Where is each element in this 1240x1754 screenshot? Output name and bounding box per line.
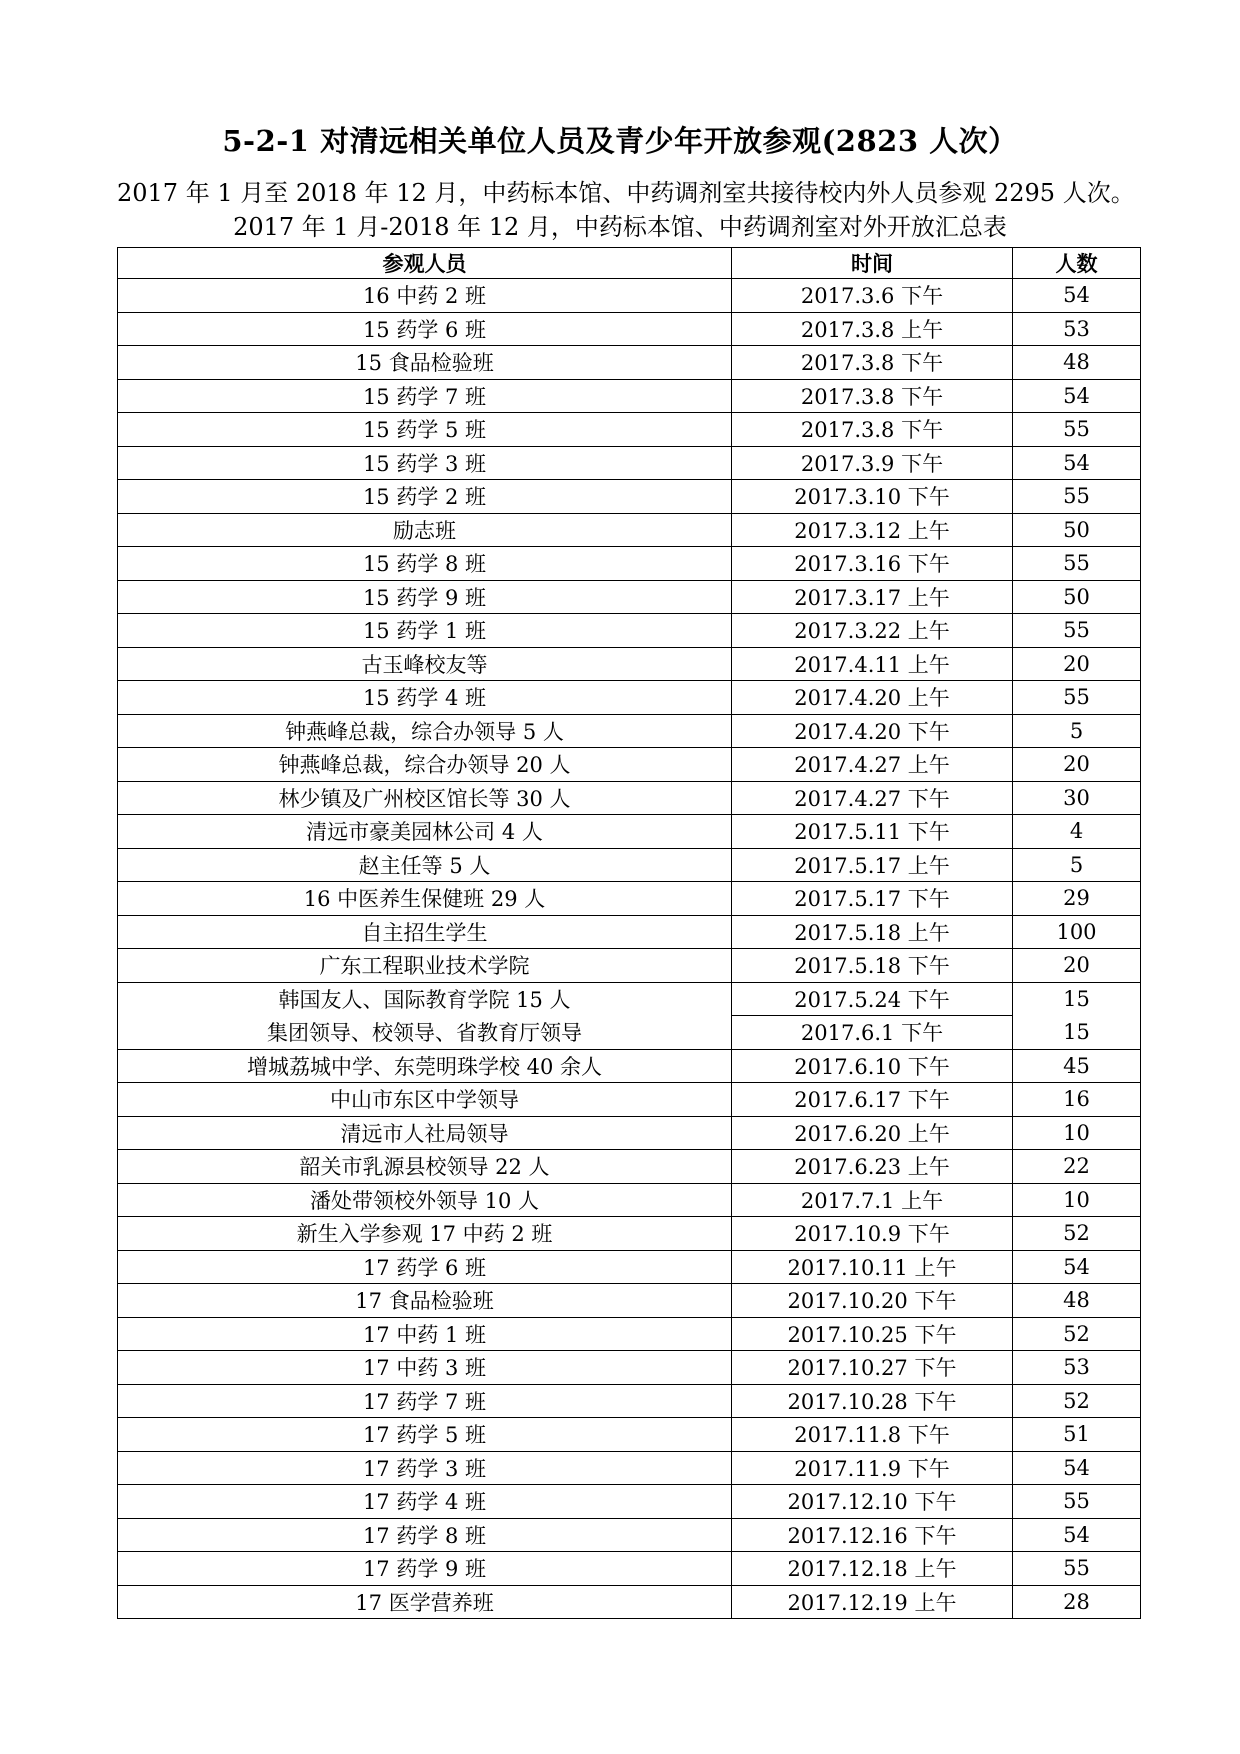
table-row <box>118 1250 1141 1284</box>
visitors-table <box>117 247 1141 1619</box>
count-cell: 52 <box>1013 1384 1141 1418</box>
table-row <box>118 781 1141 815</box>
table-row <box>118 714 1141 748</box>
column-header-1: 时间 <box>732 248 1013 279</box>
count-cell: 48 <box>1013 346 1141 380</box>
table-row <box>118 949 1141 983</box>
count-cell: 54 <box>1013 279 1141 313</box>
count-cell: 53 <box>1013 312 1141 346</box>
count-cell: 10 <box>1013 1116 1141 1150</box>
time-cell: 2017.6.20 上午 <box>732 1116 1013 1150</box>
time-cell: 2017.3.16 下午 <box>732 547 1013 581</box>
time-cell: 2017.4.27 上午 <box>732 748 1013 782</box>
visitor-cell: 17 食品检验班 <box>118 1284 732 1318</box>
time-cell: 2017.10.9 下午 <box>732 1217 1013 1251</box>
visitor-cell: 钟燕峰总裁，综合办领导 5 人 <box>118 714 732 748</box>
table-row <box>118 580 1141 614</box>
time-cell: 2017.11.9 下午 <box>732 1451 1013 1485</box>
visitor-cell: 集团领导、校领导、省教育厅领导 <box>118 1016 732 1050</box>
table-row <box>118 681 1141 715</box>
visitor-cell: 新生入学参观 17 中药 2 班 <box>118 1217 732 1251</box>
count-cell: 4 <box>1013 815 1141 849</box>
count-cell: 55 <box>1013 413 1141 447</box>
time-cell: 2017.10.25 下午 <box>732 1317 1013 1351</box>
table-row <box>118 748 1141 782</box>
table-row <box>118 1083 1141 1117</box>
table-row <box>118 915 1141 949</box>
table-body <box>118 279 1141 1619</box>
time-cell: 2017.10.28 下午 <box>732 1384 1013 1418</box>
count-cell: 28 <box>1013 1585 1141 1619</box>
time-cell: 2017.3.8 下午 <box>732 379 1013 413</box>
time-cell: 2017.3.6 下午 <box>732 279 1013 313</box>
visitor-cell: 15 药学 9 班 <box>118 580 732 614</box>
time-cell: 2017.10.11 上午 <box>732 1250 1013 1284</box>
visitor-cell: 17 药学 9 班 <box>118 1552 732 1586</box>
time-cell: 2017.3.17 上午 <box>732 580 1013 614</box>
visitor-cell: 清远市豪美园林公司 4 人 <box>118 815 732 849</box>
count-cell: 5 <box>1013 848 1141 882</box>
visitor-cell: 韩国友人、国际教育学院 15 人 <box>118 982 732 1016</box>
table-row <box>118 882 1141 916</box>
table-row <box>118 647 1141 681</box>
count-cell: 54 <box>1013 379 1141 413</box>
time-cell: 2017.5.17 下午 <box>732 882 1013 916</box>
table-row <box>118 815 1141 849</box>
table-row <box>118 982 1141 1016</box>
count-cell: 54 <box>1013 1518 1141 1552</box>
table-row <box>118 1518 1141 1552</box>
visitor-cell: 15 药学 2 班 <box>118 480 732 514</box>
visitor-cell: 韶关市乳源县校领导 22 人 <box>118 1150 732 1184</box>
time-cell: 2017.3.9 下午 <box>732 446 1013 480</box>
table-header <box>118 248 1141 279</box>
visitor-cell: 15 药学 4 班 <box>118 681 732 715</box>
count-cell: 55 <box>1013 1552 1141 1586</box>
table-header-row <box>118 248 1141 279</box>
time-cell: 2017.5.24 下午 <box>732 982 1013 1016</box>
visitor-cell: 15 药学 5 班 <box>118 413 732 447</box>
visitor-cell: 17 中药 1 班 <box>118 1317 732 1351</box>
count-cell: 20 <box>1013 748 1141 782</box>
visitor-cell: 17 药学 8 班 <box>118 1518 732 1552</box>
table-row <box>118 1217 1141 1251</box>
time-cell: 2017.5.11 下午 <box>732 815 1013 849</box>
table-row <box>118 1585 1141 1619</box>
time-cell: 2017.3.12 上午 <box>732 513 1013 547</box>
table-row <box>118 1351 1141 1385</box>
time-cell: 2017.4.20 下午 <box>732 714 1013 748</box>
count-cell: 55 <box>1013 614 1141 648</box>
table-row <box>118 614 1141 648</box>
table-row <box>118 1552 1141 1586</box>
table-row <box>118 1183 1141 1217</box>
time-cell: 2017.4.27 下午 <box>732 781 1013 815</box>
time-cell: 2017.12.19 上午 <box>732 1585 1013 1619</box>
table-caption: 2017 年 1 月-2018 年 12 月，中药标本馆、中药调剂室对外开放汇总表 <box>233 213 1007 241</box>
visitor-cell: 中山市东区中学领导 <box>118 1083 732 1117</box>
count-cell: 20 <box>1013 949 1141 983</box>
count-cell: 45 <box>1013 1049 1141 1083</box>
table-row <box>118 413 1141 447</box>
column-header-0: 参观人员 <box>118 248 732 279</box>
time-cell: 2017.5.18 上午 <box>732 915 1013 949</box>
table-row <box>118 1317 1141 1351</box>
visitor-cell: 17 中药 3 班 <box>118 1351 732 1385</box>
time-cell: 2017.3.10 下午 <box>732 480 1013 514</box>
visitor-cell: 17 药学 7 班 <box>118 1384 732 1418</box>
count-cell: 55 <box>1013 681 1141 715</box>
page-title: 5-2-1 对清远相关单位人员及青少年开放参观(2823 人次） <box>222 124 1018 158</box>
count-cell: 29 <box>1013 882 1141 916</box>
count-cell: 48 <box>1013 1284 1141 1318</box>
table-row <box>118 1418 1141 1452</box>
time-cell: 2017.10.20 下午 <box>732 1284 1013 1318</box>
time-cell: 2017.6.17 下午 <box>732 1083 1013 1117</box>
visitor-cell: 励志班 <box>118 513 732 547</box>
visitor-cell: 潘处带领校外领导 10 人 <box>118 1183 732 1217</box>
time-cell: 2017.3.22 上午 <box>732 614 1013 648</box>
table-row <box>118 1049 1141 1083</box>
time-cell: 2017.5.18 下午 <box>732 949 1013 983</box>
visitor-cell: 17 医学营养班 <box>118 1585 732 1619</box>
visitor-cell: 增城荔城中学、东莞明珠学校 40 余人 <box>118 1049 732 1083</box>
count-cell: 16 <box>1013 1083 1141 1117</box>
table-row <box>118 1451 1141 1485</box>
visitor-cell: 清远市人社局领导 <box>118 1116 732 1150</box>
time-cell: 2017.7.1 上午 <box>732 1183 1013 1217</box>
visitor-cell: 16 中医养生保健班 29 人 <box>118 882 732 916</box>
count-cell: 22 <box>1013 1150 1141 1184</box>
table-row <box>118 513 1141 547</box>
count-cell: 55 <box>1013 480 1141 514</box>
visitor-cell: 15 药学 6 班 <box>118 312 732 346</box>
count-cell: 50 <box>1013 580 1141 614</box>
count-cell: 54 <box>1013 1451 1141 1485</box>
count-cell: 30 <box>1013 781 1141 815</box>
visitor-cell: 林少镇及广州校区馆长等 30 人 <box>118 781 732 815</box>
visitor-cell: 广东工程职业技术学院 <box>118 949 732 983</box>
visitor-cell: 赵主任等 5 人 <box>118 848 732 882</box>
count-cell: 51 <box>1013 1418 1141 1452</box>
count-cell: 55 <box>1013 1485 1141 1519</box>
visitor-cell: 古玉峰校友等 <box>118 647 732 681</box>
table-row <box>118 480 1141 514</box>
table-row <box>118 1284 1141 1318</box>
time-cell: 2017.10.27 下午 <box>732 1351 1013 1385</box>
count-cell: 100 <box>1013 915 1141 949</box>
table-row <box>118 379 1141 413</box>
time-cell: 2017.3.8 下午 <box>732 413 1013 447</box>
table-row <box>118 346 1141 380</box>
visitor-cell: 15 药学 7 班 <box>118 379 732 413</box>
table-row <box>118 312 1141 346</box>
count-cell: 5 <box>1013 714 1141 748</box>
table-row <box>118 848 1141 882</box>
time-cell: 2017.6.23 上午 <box>732 1150 1013 1184</box>
count-cell: 15 <box>1013 1016 1141 1050</box>
time-cell: 2017.12.16 下午 <box>732 1518 1013 1552</box>
time-cell: 2017.12.10 下午 <box>732 1485 1013 1519</box>
time-cell: 2017.4.11 上午 <box>732 647 1013 681</box>
table-row <box>118 446 1141 480</box>
table-row <box>118 1485 1141 1519</box>
intro-paragraph: 2017 年 1 月至 2018 年 12 月，中药标本馆、中药调剂室共接待校内外人员参观 2295 人次。 <box>117 179 1135 207</box>
count-cell: 54 <box>1013 1250 1141 1284</box>
table-row <box>118 1116 1141 1150</box>
visitor-cell: 17 药学 3 班 <box>118 1451 732 1485</box>
count-cell: 53 <box>1013 1351 1141 1385</box>
visitor-cell: 17 药学 4 班 <box>118 1485 732 1519</box>
visitor-cell: 16 中药 2 班 <box>118 279 732 313</box>
count-cell: 55 <box>1013 547 1141 581</box>
table-row <box>118 279 1141 313</box>
visitor-cell: 15 药学 1 班 <box>118 614 732 648</box>
visitor-cell: 钟燕峰总裁，综合办领导 20 人 <box>118 748 732 782</box>
table-row <box>118 547 1141 581</box>
time-cell: 2017.3.8 下午 <box>732 346 1013 380</box>
time-cell: 2017.11.8 下午 <box>732 1418 1013 1452</box>
time-cell: 2017.6.1 下午 <box>732 1016 1013 1050</box>
time-cell: 2017.12.18 上午 <box>732 1552 1013 1586</box>
visitor-cell: 15 药学 8 班 <box>118 547 732 581</box>
time-cell: 2017.6.10 下午 <box>732 1049 1013 1083</box>
count-cell: 10 <box>1013 1183 1141 1217</box>
time-cell: 2017.5.17 上午 <box>732 848 1013 882</box>
count-cell: 20 <box>1013 647 1141 681</box>
time-cell: 2017.4.20 上午 <box>732 681 1013 715</box>
count-cell: 50 <box>1013 513 1141 547</box>
table-row <box>118 1150 1141 1184</box>
table-row <box>118 1384 1141 1418</box>
visitor-cell: 15 食品检验班 <box>118 346 732 380</box>
count-cell: 52 <box>1013 1217 1141 1251</box>
visitor-cell: 17 药学 5 班 <box>118 1418 732 1452</box>
time-cell: 2017.3.8 上午 <box>732 312 1013 346</box>
count-cell: 54 <box>1013 446 1141 480</box>
visitor-cell: 15 药学 3 班 <box>118 446 732 480</box>
visitor-cell: 17 药学 6 班 <box>118 1250 732 1284</box>
count-cell: 15 <box>1013 982 1141 1016</box>
table-row <box>118 1016 1141 1050</box>
column-header-2: 人数 <box>1013 248 1141 279</box>
count-cell: 52 <box>1013 1317 1141 1351</box>
visitor-cell: 自主招生学生 <box>118 915 732 949</box>
